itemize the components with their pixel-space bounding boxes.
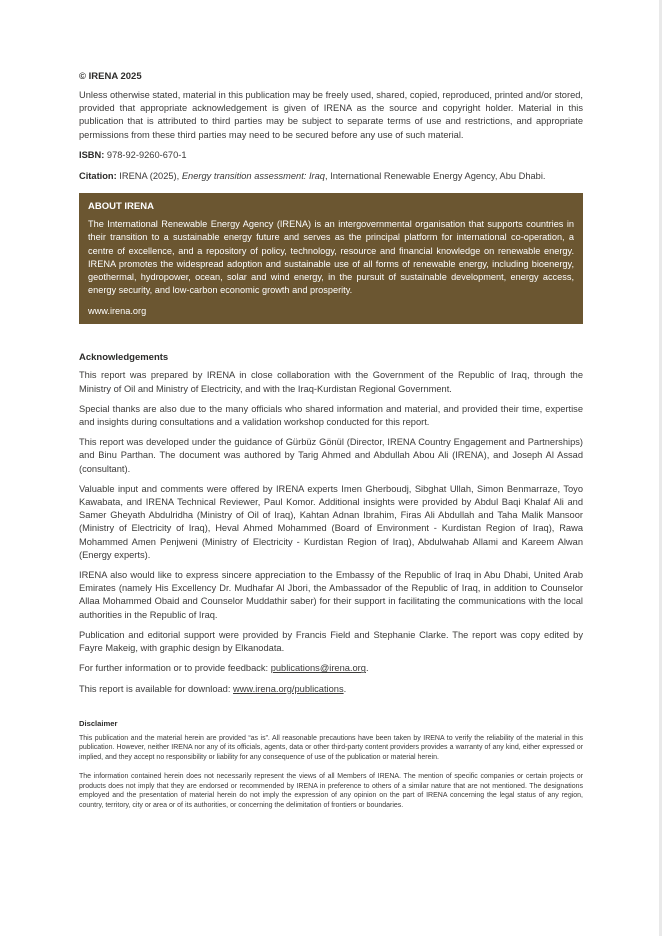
license-text: Unless otherwise stated, material in this publication may be freely used, shared, copied, reproduced, printed and/or stored, provided that appropriate acknowledgement is given of IRENA as the source and copyright holder. Material in this publication that is attributed to third parties may be subject to separate terms of use and restrictions, and appropriate permissions from these third parties may need to be secured before any use of such material. (79, 90, 583, 140)
disclaimer-paragraph: This publication and the material herein are provided “as is”. All reasonable precautions have been taken by IRENA to verify the reliability of the material in this publication. However, neither IRENA nor any of its officials, agents, data or other third-party content providers provides a warranty of any kind, either expressed or implied, and they accept no responsibility or liability for any consequence of use of the publication or material herein. (79, 734, 583, 762)
isbn-value: 978-92-9260-670-1 (106, 149, 187, 160)
download-text: This report is available for download: (79, 683, 233, 694)
citation-prefix: IRENA (2025), (119, 171, 180, 182)
citation-suffix: , International Renewable Energy Agency, Abu Dhabi. (324, 171, 546, 182)
feedback-email-link[interactable]: publications@irena.org (270, 663, 366, 674)
ack-paragraph: Special thanks are also due to the many officials who shared information and material, and provided their time, expertise and insights during consultations and a validation workshop conducted for this report. (79, 403, 583, 428)
ack-paragraph: Publication and editorial support were provided by Francis Field and Stephanie Clarke. The report was copy edited by Fayre Makeig, with graphic design by Elkanodata. (79, 629, 583, 654)
ack-paragraph: Valuable input and comments were offered by IRENA experts Imen Gherboudj, Sibghat Ullah, Simon Benmarraze, Toyo Kawabata, and IRENA Technical Reviewer, Paul Komor. Additional insights were provided by Abdul Baqi Khalaf Ali and Samer Gheyath Abdulridha (Ministry of Oil of Iraq), Kahtan Adnan Ibrahim, Firas Ali Abdullah and Taha Malik Mansoor (Ministry of Electricity of Iraq), Heval Ahmed Mohammed (Board of Environment - Kurdistan Region of Iraq), Rawa Mohammed Amen Penjweni (Ministry of Electricity - Kurdistan Region of Iraq), Abdulwahab Allami and Kareem Alwan (Energy experts). (79, 483, 583, 560)
acknowledgements-title: Acknowledgements (79, 352, 169, 364)
ack-paragraph: IRENA also would like to express sincere appreciation to the Embassy of the Republic of Iraq in Abu Dhabi, United Arab Emirates (namely His Excellency Dr. Mudhafar Al Jbori, the Ambassador of the Republic of Iraq, in addition to Counselor Allaa Mohammed Obaid and Counselor Muddathir saber) for their support in facilitating the communications with the local authorities in the Republic of Iraq. (79, 570, 583, 620)
feedback-text: For further information or to provide feedback: (79, 663, 271, 674)
ack-paragraph: This report was prepared by IRENA in close collaboration with the Government of the Republic of Iraq, through the Ministry of Oil and Ministry of Electricity, and with the Iraq-Kurdistan Regional Government. (79, 370, 583, 394)
disclaimer-section (79, 719, 583, 811)
citation-title: Energy transition assessment: Iraq (181, 171, 325, 182)
about-title: ABOUT IRENA (88, 201, 154, 213)
citation-line (79, 170, 583, 183)
acknowledgements-section (79, 352, 583, 695)
disclaimer-title: Disclaimer (79, 718, 118, 728)
page-content (79, 71, 583, 820)
isbn-line (79, 149, 583, 162)
about-url[interactable]: www.irena.org (88, 306, 147, 317)
disclaimer-paragraph: The information contained herein does not necessarily represent the views of all Members of IRENA. The mention of specific companies or certain projects or products does not imply that they are endorsed or recommended by IRENA in preference to others of a similar nature that are not mentioned. The designations employed and the presentation of material herein do not imply the expression of any opinion on the part of IRENA concerning the legal status of any region, country, territory, city or area or of its authorities, or concerning the delimitation of frontiers or boundaries. (79, 772, 583, 809)
feedback-line: For further information or to provide feedback: publications@irena.org. (79, 663, 369, 674)
copyright-notice: © IRENA 2025 (79, 71, 142, 82)
about-text: The International Renewable Energy Agency (IRENA) is an intergovernmental organisation that supports countries in their transition to a sustainable energy future and serves as the principal platform for international co-operation, a centre of excellence, and a repository of policy, technology, resource and financial knowledge on renewable energy. IRENA promotes the widespread adoption and sustainable use of all forms of renewable energy, including bioenergy, geothermal, hydropower, ocean, solar and wind energy, in the pursuit of sustainable development, energy access, energy security, and low-carbon economic growth and prosperity. (88, 219, 574, 296)
download-link[interactable]: www.irena.org/publications (233, 683, 344, 694)
download-line: This report is available for download: www.irena.org/publications. (79, 683, 347, 694)
isbn-label: ISBN: (79, 149, 105, 160)
ack-paragraph: This report was developed under the guidance of Gürbüz Gönül (Director, IRENA Country Engagement and Partnerships) and Binu Parthan. The document was authored by Tarig Ahmed and Abdullah Abou Ali (IRENA), and Joseph Al Assad (consultant). (79, 437, 583, 474)
about-irena-box (79, 193, 583, 324)
citation-label: Citation: (79, 171, 117, 182)
